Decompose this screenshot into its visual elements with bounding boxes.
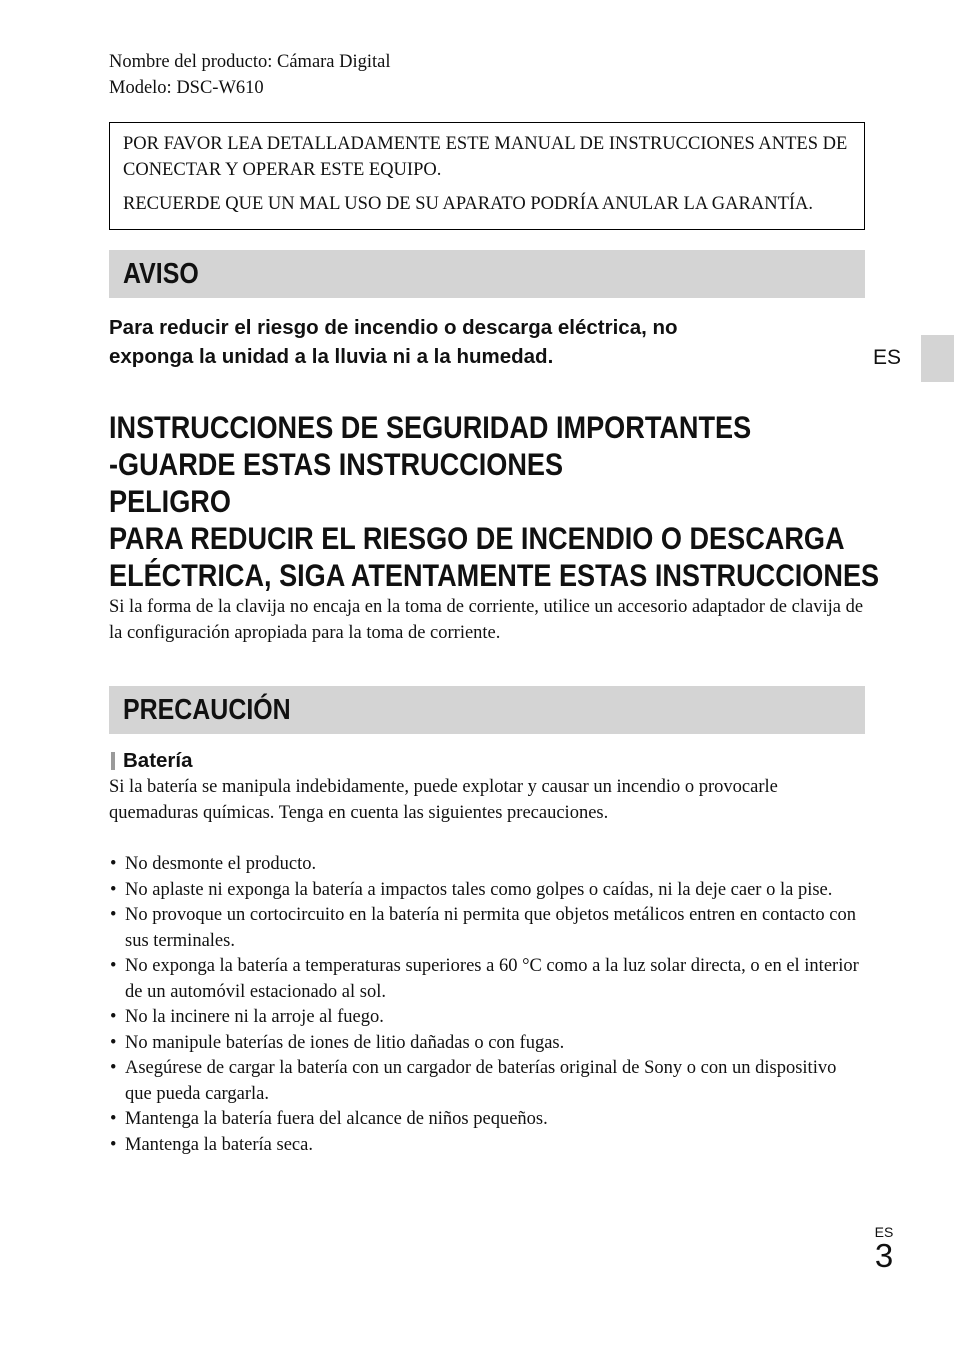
page-footer: [872, 1224, 896, 1272]
fire-warning-line-1: Para reducir el riesgo de incendio o descarga eléctrica, no: [109, 316, 678, 339]
list-item-text: Mantenga la batería fuera del alcance de niños pequeños.: [125, 1109, 548, 1129]
battery-intro: Si la batería se manipula indebidamente, puede explotar y causar un incendio o provocarle quemaduras químicas. Tenga en cuenta las siguientes precauciones.: [109, 777, 778, 823]
list-item-text: No exponga la batería a temperaturas superiores a 60 °C como a la luz solar directa, o en el interior de un automóvil estacionado al sol.: [125, 956, 859, 1002]
notice-box: [109, 122, 865, 230]
bullet-icon: •: [110, 1007, 117, 1027]
page-number: 3: [874, 1237, 894, 1274]
page-lang-label: ES: [874, 1224, 894, 1240]
document-page: [109, 50, 880, 1158]
list-item: [109, 1005, 865, 1031]
product-info: [109, 50, 865, 101]
list-item-text: No manipule baterías de iones de litio dañadas o con fugas.: [125, 1032, 565, 1053]
bullet-icon: •: [110, 1134, 117, 1155]
bullet-icon: •: [110, 956, 117, 976]
precaucion-section-bar: [109, 686, 865, 734]
fire-warning-line-2: exponga la unidad a la lluvia ni a la humedad.: [109, 345, 554, 368]
bullet-icon: •: [110, 879, 117, 900]
battery-subheading: [109, 748, 865, 774]
safety-heading-line-4: PARA REDUCIR EL RIESGO DE INCENDIO O DESCARGA: [109, 520, 845, 556]
bullet-icon: •: [110, 1058, 117, 1078]
list-item: [109, 903, 865, 954]
subheading-marker-icon: [111, 752, 115, 770]
product-name-line: Nombre del producto: Cámara Digital: [109, 52, 391, 72]
product-model-line: Modelo: DSC-W610: [109, 77, 264, 98]
battery-precautions-list: [109, 852, 865, 1158]
list-item-text: Mantenga la batería seca.: [125, 1134, 313, 1155]
safety-heading-line-5: ELÉCTRICA, SIGA ATENTAMENTE ESTAS INSTRUCCIONES: [109, 557, 880, 593]
list-item: [109, 878, 865, 904]
notice-para-2: RECUERDE QUE UN MAL USO DE SU APARATO PODRÍA ANULAR LA GARANTÍA.: [123, 194, 814, 214]
list-item-text: No provoque un cortocircuito en la batería ni permita que objetos metálicos entren en contacto con sus terminales.: [125, 905, 857, 951]
list-item: [109, 1056, 865, 1107]
list-item: [109, 1107, 865, 1133]
list-item: [109, 1031, 865, 1057]
aviso-section-bar: [109, 250, 865, 298]
bullet-icon: •: [110, 1109, 117, 1129]
list-item-text: No desmonte el producto.: [125, 854, 317, 874]
safety-heading-line-1: INSTRUCCIONES DE SEGURIDAD IMPORTANTES: [109, 409, 752, 445]
precaucion-title: PRECAUCIÓN: [123, 693, 291, 726]
bullet-icon: •: [110, 1032, 117, 1053]
safety-heading-line-3: PELIGRO: [109, 483, 231, 519]
bullet-icon: •: [110, 854, 117, 874]
list-item: [109, 954, 865, 1005]
safety-heading: [109, 409, 880, 594]
language-side-tab: [921, 335, 954, 382]
notice-para-1: POR FAVOR LEA DETALLADAMENTE ESTE MANUAL DE INSTRUCCIONES ANTES DE CONECTAR Y OPERAR ESTE EQUIPO.: [123, 134, 848, 180]
list-item: [109, 852, 865, 878]
list-item-text: No la incinere ni la arroje al fuego.: [125, 1007, 384, 1027]
bullet-icon: •: [110, 905, 117, 925]
battery-subheading-text: Batería: [123, 749, 193, 772]
list-item-text: Asegúrese de cargar la batería con un cargador de baterías original de Sony o con un dispositivo que pueda cargarla.: [125, 1058, 837, 1104]
plug-instructions: Si la forma de la clavija no encaja en la toma de corriente, utilice un accesorio adaptador de clavija de la configuración apropiada para la toma de corriente.: [109, 597, 864, 643]
list-item: [109, 1133, 865, 1159]
aviso-title: AVISO: [123, 257, 199, 290]
fire-warning: [109, 313, 865, 371]
language-side-label: ES: [873, 346, 902, 369]
safety-heading-line-2: -GUARDE ESTAS INSTRUCCIONES: [109, 446, 564, 482]
list-item-text: No aplaste ni exponga la batería a impactos tales como golpes o caídas, ni la deje caer o la pise.: [125, 879, 833, 900]
